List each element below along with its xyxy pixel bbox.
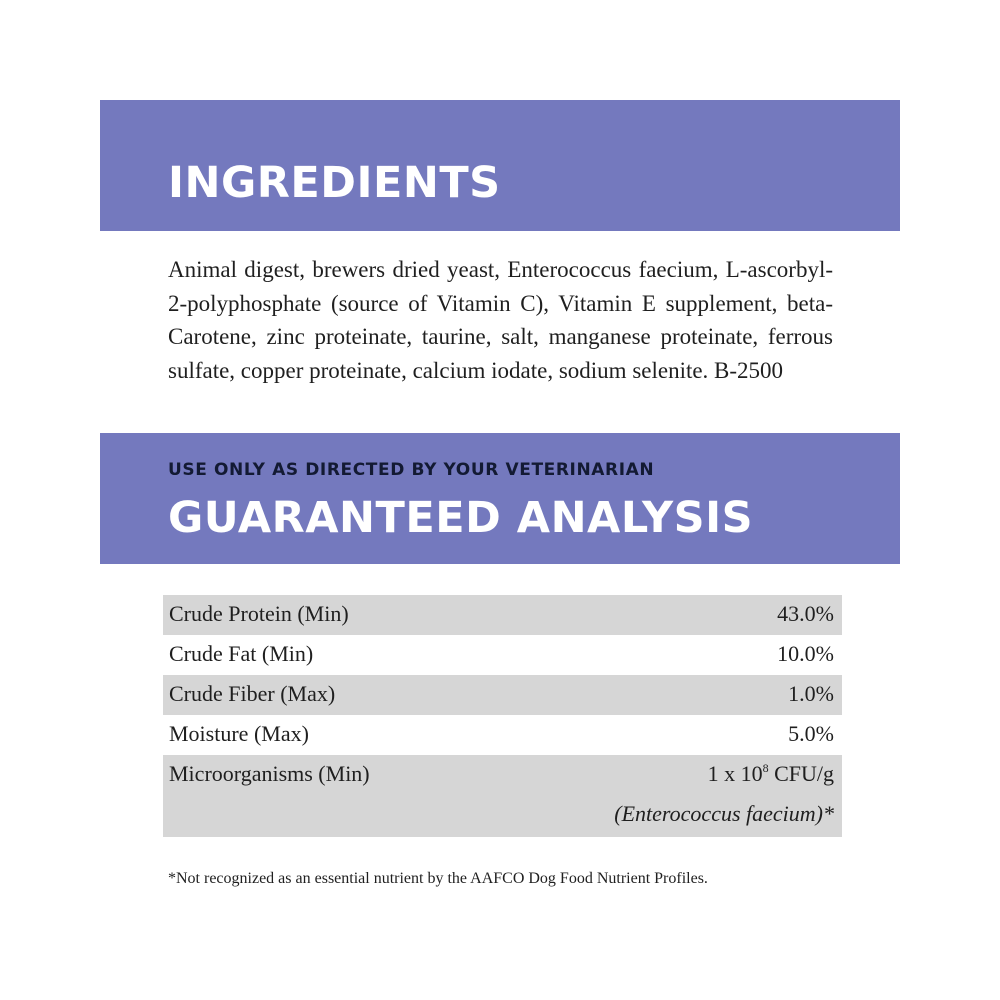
veterinarian-notice: USE ONLY AS DIRECTED BY YOUR VETERINARIAN — [168, 460, 655, 480]
row-value-crude-protein: 43.0% — [777, 601, 834, 626]
row-label-crude-fiber: Crude Fiber (Max) — [169, 681, 336, 706]
analysis-title: GUARANTEED ANALYSIS — [168, 493, 754, 543]
row-label-crude-protein: Crude Protein (Min) — [169, 601, 349, 626]
value-base: 1 x 10 — [707, 761, 763, 786]
table-row — [163, 595, 842, 635]
row-label-moisture: Moisture (Max) — [169, 721, 309, 746]
row-label-microorganisms: Microorganisms (Min) — [169, 761, 370, 786]
row-note-enterococcus: (Enterococcus faecium)* — [614, 801, 834, 826]
table-row — [163, 675, 842, 715]
row-value-microorganisms — [708, 755, 834, 793]
row-value-moisture: 5.0% — [788, 721, 834, 746]
value-exponent: 8 — [762, 761, 769, 775]
row-value-crude-fiber: 1.0% — [788, 681, 834, 706]
ingredients-header-band — [100, 100, 900, 231]
table-row — [163, 715, 842, 755]
table-row — [163, 755, 842, 837]
row-label-crude-fat: Crude Fat (Min) — [169, 641, 314, 666]
table-row — [163, 635, 842, 675]
value-unit: CFU/g — [768, 761, 834, 786]
footnote: *Not recognized as an essential nutrient by the AAFCO Dog Food Nutrient Profiles. — [168, 870, 708, 887]
guaranteed-analysis-table — [163, 595, 842, 837]
analysis-header-band — [100, 433, 900, 564]
ingredients-title: INGREDIENTS — [168, 158, 501, 208]
ingredients-list: Animal digest, brewers dried yeast, Enterococcus faecium, L-ascorbyl-2-polyphosphate (source of Vitamin C), Vitamin E supplement, beta- Carotene, zinc proteinate, taurine, salt, manganese proteinate, ferrous sulfate, copper proteinate, calcium iodate, sodium selenite. B-2500 — [168, 257, 833, 383]
row-value-crude-fat: 10.0% — [777, 641, 834, 666]
